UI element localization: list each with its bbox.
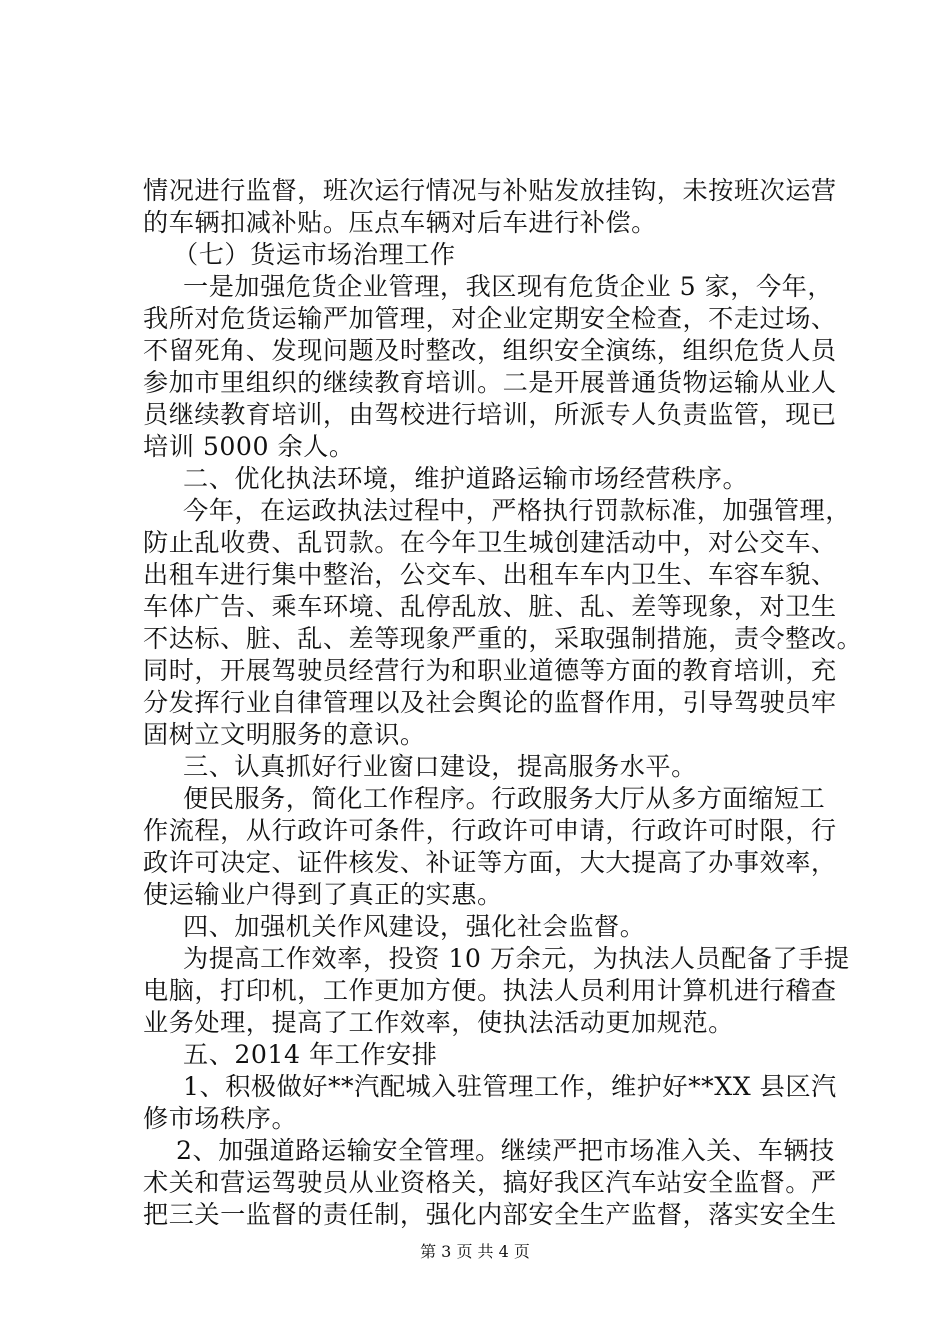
- text-line: 作流程，从行政许可条件，行政许可申请，行政许可时限，行: [143, 816, 837, 845]
- section-heading: 四、加强机关作风建设，强化社会监督。: [183, 912, 646, 941]
- text-line: 修市场秩序。: [143, 1104, 298, 1133]
- section-heading: 二、优化执法环境，维护道路运输市场经营秩序。: [183, 464, 749, 493]
- section-heading: （七）货运市场治理工作: [173, 240, 456, 269]
- text-line: 术关和营运驾驶员从业资格关，搞好我区汽车站安全监督。严: [143, 1168, 837, 1197]
- text-line: 我所对危货运输严加管理，对企业定期安全检查，不走过场、: [143, 304, 837, 333]
- text-line: 为提高工作效率，投资 10 万余元，为执法人员配备了手提: [183, 944, 850, 973]
- section-heading: 五、2014 年工作安排: [183, 1040, 438, 1069]
- text-line: 防止乱收费、乱罚款。在今年卫生城创建活动中，对公交车、: [143, 528, 837, 557]
- text-line: 出租车进行集中整治，公交车、出租车车内卫生、车容车貌、: [143, 560, 837, 589]
- text-line: 不达标、脏、乱、差等现象严重的，采取强制措施，责令整改。: [143, 624, 863, 653]
- section-heading: 三、认真抓好行业窗口建设，提高服务水平。: [183, 752, 697, 781]
- text-line: 业务处理，提高了工作效率，使执法活动更加规范。: [143, 1008, 734, 1037]
- text-line: 的车辆扣减补贴。压点车辆对后车进行补偿。: [143, 208, 657, 237]
- text-line: 便民服务，简化工作程序。行政服务大厅从多方面缩短工: [183, 784, 826, 813]
- text-line: 员继续教育培训，由驾校进行培训，所派专人负责监管，现已: [143, 400, 837, 429]
- text-line: 2、加强道路运输安全管理。继续严把市场准入关、车辆技: [176, 1136, 835, 1165]
- text-line: 参加市里组织的继续教育培训。二是开展普通货物运输从业人: [143, 368, 837, 397]
- text-line: 车体广告、乘车环境、乱停乱放、脏、乱、差等现象，对卫生: [143, 592, 837, 621]
- text-line: 不留死角、发现问题及时整改，组织安全演练，组织危货人员: [143, 336, 837, 365]
- text-line: 1、积极做好**汽配城入驻管理工作，维护好**XX 县区汽: [183, 1072, 837, 1101]
- text-line: 分发挥行业自律管理以及社会舆论的监督作用，引导驾驶员牢: [143, 688, 837, 717]
- text-line: 电脑，打印机，工作更加方便。执法人员利用计算机进行稽查: [143, 976, 837, 1005]
- text-line: 固树立文明服务的意识。: [143, 720, 426, 749]
- text-line: 把三关一监督的责任制，强化内部安全生产监督，落实安全生: [143, 1200, 837, 1229]
- page-footer: 第 3 页 共 4 页: [420, 1242, 530, 1261]
- text-line: 政许可决定、证件核发、补证等方面，大大提高了办事效率，: [143, 848, 837, 877]
- text-line: 同时，开展驾驶员经营行为和职业道德等方面的教育培训，充: [143, 656, 837, 685]
- text-line: 今年，在运政执法过程中，严格执行罚款标准，加强管理，: [183, 496, 851, 525]
- text-line: 情况进行监督，班次运行情况与补贴发放挂钩，未按班次运营: [143, 176, 837, 205]
- text-line: 使运输业户得到了真正的实惠。: [143, 880, 503, 909]
- text-line: 一是加强危货企业管理，我区现有危货企业 5 家，今年，: [183, 272, 834, 301]
- text-line: 培训 5000 余人。: [143, 432, 355, 461]
